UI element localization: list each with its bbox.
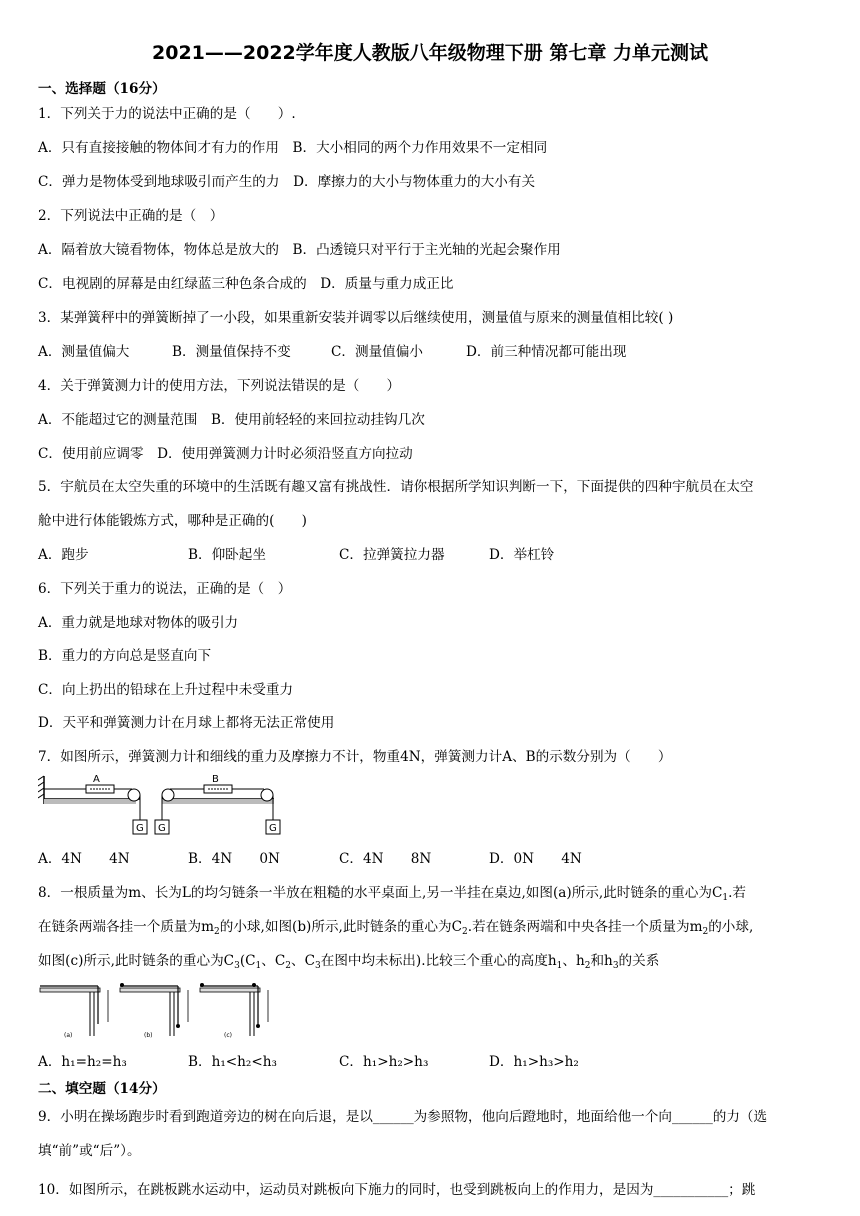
q8-sub-2c: 2 xyxy=(702,927,709,937)
q6-option-b: B．重力的方向总是竖直向下 xyxy=(38,648,212,664)
q5-stem-line-2: 舱中进行体能锻炼方式，哪种是正确的( ) xyxy=(38,513,307,529)
q8-stem-line-2 xyxy=(38,918,753,941)
q7-option-a: A．4N 4N xyxy=(38,851,130,867)
q2-options-line-1: A．隔着放大镜看物体，物体总是放大的 B．凸透镜只对平行于主光轴的光起会聚作用 xyxy=(38,242,561,258)
q8-chain-figure xyxy=(38,978,278,1040)
q5-option-d: D．举杠铃 xyxy=(489,547,555,563)
q4-stem: 4．关于弹簧测力计的使用方法，下列说法错误的是（ ） xyxy=(38,378,401,394)
q5-stem-line-1: 5．宇航员在太空失重的环境中的生活既有趣又富有挑战性．请你根据所学知识判断一下，下面提供的四种宇航员在太空 xyxy=(38,479,754,495)
q8-option-d: D．h₁>h₃>h₂ xyxy=(489,1054,579,1070)
q8-label-a: (a) xyxy=(64,1032,73,1039)
q8-sub-1: 1 xyxy=(722,893,729,903)
q8-text-3a: 如图(c)所示,此时链条的重心为C xyxy=(38,953,235,969)
q8-option-b: B．h₁<h₂<h₃ xyxy=(188,1054,277,1070)
q5-option-c: C．拉弹簧拉力器 xyxy=(339,547,445,563)
q7-weight-g-3: G xyxy=(269,823,277,834)
q9-line-2: 填“前”或“后”）。 xyxy=(38,1143,141,1159)
q8-stem-line-1 xyxy=(38,884,746,907)
q1-stem: 1．下列关于力的说法中正确的是（ ）. xyxy=(38,106,296,122)
q8-text-2b: 的小球,如图(b)所示,此时链条的重心为C xyxy=(219,919,463,935)
q8-label-b: (b) xyxy=(144,1032,153,1039)
q8-figure-a xyxy=(40,986,108,1039)
q1-options-line-2: C．弹力是物体受到地球吸引而产生的力 D．摩擦力的大小与物体重力的大小有关 xyxy=(38,174,536,190)
section-choice-heading: 一、选择题（16分） xyxy=(38,81,166,97)
q8-sub-2b: 2 xyxy=(462,927,468,937)
q2-stem: 2．下列说法中正确的是（ ） xyxy=(38,208,224,224)
q8-sub-2a: 2 xyxy=(214,927,220,937)
q8-text-2a: 在链条两端各挂一个质量为m xyxy=(38,919,215,935)
q2-options-line-2: C．电视剧的屏幕是由红绿蓝三种色条合成的 D．质量与重力成正比 xyxy=(38,276,454,292)
q3-stem: 3．某弹簧秤中的弹簧断掉了一小段，如果重新安装并调零以后继续使用，测量值与原来的测量值相比较( ) xyxy=(38,310,674,326)
q8-text-2c: .若在链条两端和中央各挂一个质量为m xyxy=(467,919,703,935)
section-fill-heading: 二、填空题（14分） xyxy=(38,1081,166,1097)
q7-option-d: D．0N 4N xyxy=(489,851,582,867)
q5-option-a: A．跑步 xyxy=(38,547,89,563)
q3-option-a: A．测量值偏大 xyxy=(38,344,130,360)
q3-option-b: B．测量值保持不变 xyxy=(172,344,291,360)
q3-option-c: C．测量值偏小 xyxy=(331,344,423,360)
q8-text-1a: 8．一根质量为m、长为L的均匀链条一半放在粗糙的水平桌面上,另一半挂在桌边,如图(a)所示,此时链条的重心为C xyxy=(38,885,723,901)
q8-text-2d: 的小球, xyxy=(708,919,754,935)
q10-line-1: 10．如图所示，在跳板跳水运动中，运动员对跳板向下施力的同时，也受到跳板向上的作用力，是因为___________；跳 xyxy=(38,1182,756,1198)
q7-stem: 7．如图所示，弹簧测力计和细线的重力及摩擦力不计，物重4N，弹簧测力计A、B的示数分别为（ ） xyxy=(38,749,672,765)
q8-text-1b: .若 xyxy=(728,885,747,901)
q9-line-1: 9．小明在操场跑步时看到跑道旁边的树在向后退，是以______为参照物，他向后蹬地时，地面给他一个向______的力（选 xyxy=(38,1109,768,1125)
q8-option-c: C．h₁>h₂>h₃ xyxy=(339,1054,429,1070)
q7-weight-g-2: G xyxy=(158,823,166,834)
q8-figure-b xyxy=(120,983,188,1039)
q6-option-a: A．重力就是地球对物体的吸引力 xyxy=(38,615,239,631)
q4-options-line-2: C．使用前应调零 D．使用弹簧测力计时必须沿竖直方向拉动 xyxy=(38,446,413,462)
q8-option-a: A．h₁=h₂=h₃ xyxy=(38,1054,127,1070)
q1-options-line-1: A．只有直接接触的物体间才有力的作用 B．大小相同的两个力作用效果不一定相同 xyxy=(38,140,548,156)
q8-label-c: (c) xyxy=(224,1032,232,1039)
q7-weight-g-1: G xyxy=(136,823,144,834)
q8-figure-c xyxy=(200,983,268,1039)
q6-stem: 6．下列关于重力的说法，正确的是（ ） xyxy=(38,581,292,597)
q3-option-d: D．前三种情况都可能出现 xyxy=(466,344,627,360)
q6-option-c: C．向上扔出的铅球在上升过程中未受重力 xyxy=(38,682,294,698)
q6-option-d: D．天平和弹簧测力计在月球上都将无法正常使用 xyxy=(38,715,335,731)
q7-label-b: B xyxy=(212,774,219,785)
page-title: 2021——2022学年度人教版八年级物理下册 第七章 力单元测试 xyxy=(152,42,708,64)
q8-stem-line-3: 如图(c)所示,此时链条的重心为$C_3(C_1$、$C_2$、$C_3$在图中均未标出).比较三个重心的高度$h_1$、$h_2$和$h_3$的关系 xyxy=(38,953,660,971)
q5-option-b: B．仰卧起坐 xyxy=(188,547,266,563)
q7-option-c: C．4N 8N xyxy=(339,851,432,867)
q7-label-a: A xyxy=(93,774,100,785)
q7-spring-balance-figure xyxy=(38,772,288,838)
q4-options-line-1: A．不能超过它的测量范围 B．使用前轻轻的来回拉动挂钩几次 xyxy=(38,412,425,428)
q7-option-b: B．4N 0N xyxy=(188,851,280,867)
